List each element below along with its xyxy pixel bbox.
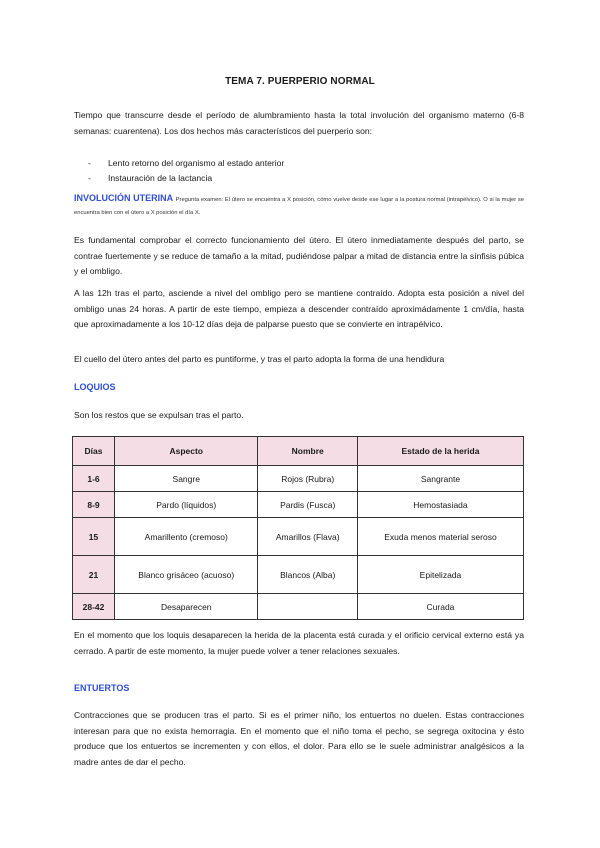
cell-dias: 28-42 [73,594,115,620]
entuertos-heading: ENTUERTOS [74,683,130,693]
bullet-dash: - [88,173,91,183]
loquios-after-paragraph: En el momento que los loquis desaparecen la herida de la placenta está curada y el orificio cervical externo está ya cerrado. A partir de este momento, la mujer puede volver a tener relaciones sexuales. [74,630,524,656]
cell-dias: 15 [73,518,115,556]
table-row [73,556,524,594]
cell-nombre: Amarillos (Flava) [258,518,357,556]
column-header-aspecto: Aspecto [115,437,258,466]
cell-estado: Hemostasiada [357,492,523,518]
page-title: TEMA 7. PUERPERIO NORMAL [225,76,375,87]
loquios-heading: LOQUIOS [74,382,116,392]
bullet-list [88,156,284,186]
involucion-heading: INVOLUCIÓN UTERINA [74,193,174,203]
cell-nombre [258,594,357,620]
loquios-table [72,436,524,620]
entuertos-paragraph: Contracciones que se producen tras el parto. Si es el primer niño, los entuertos no duelen. Estas contracciones interesan para que no exista hemorragia. En el momento que el niño toma el pecho, se segrega oxitocina y ésto produce que los entuertos se incrementen y con ellos, el dolor. Para ello se le suele administrar analgésicos a la madre antes de dar el pecho. [74,710,524,767]
table-row [73,518,524,556]
cell-aspecto: Amarillento (cremoso) [115,518,258,556]
table-row [73,594,524,620]
cell-aspecto: Sangre [115,466,258,492]
uterus-timeline-paragraph: A las 12h tras el parto, asciende a nivel del ombligo pero se mantiene contraído. Adopta esta posición a nivel del ombligo unas 24 horas. A partir de este tiempo, empieza a descender contraído aproximádamente 1 cm/día, hasta que aproximadamente a los 10-12 días deja de palparse puesto que se convierte en intrapélvico. [74,288,524,329]
cell-estado: Exuda menos material seroso [357,518,523,556]
cell-dias: 8-9 [73,492,115,518]
table-row [73,466,524,492]
cell-estado: Sangrante [357,466,523,492]
exam-note: Pregunta examen: El útero se encuentra a X posición, cómo vuelve desde ese lugar a la postura normal (intrapélvico). O si la mujer se encuentra bien con el útero a X posición el día X. [74,197,525,216]
list-item [88,156,284,171]
list-item-text: Instauración de la lactancia [108,173,213,183]
loquios-intro: Son los restos que se expulsan tras el parto. [74,410,244,420]
column-header-nombre: Nombre [258,437,357,466]
table-header-row [73,437,524,466]
cell-nombre: Pardis (Fusca) [258,492,357,518]
uterus-paragraph: Es fundamental comprobar el correcto funcionamiento del útero. El útero inmediatamente después del parto, se contrae fuertemente y se reduce de tamaño a la mitad, pudiéndose palpar a mitad de distancia entre la sínfisis púbica y el ombligo. [74,235,524,276]
involucion-block [74,193,524,219]
cell-aspecto: Desaparecen [115,594,258,620]
cell-nombre: Rojos (Rubra) [258,466,357,492]
column-header-dias: Días [73,437,115,466]
bullet-dash: - [88,158,91,168]
cervix-paragraph: El cuello del útero antes del parto es puntiforme, y tras el parto adopta la forma de una hendidura [74,354,445,364]
cell-estado: Epitelizada [357,556,523,594]
cell-nombre: Blancos (Alba) [258,556,357,594]
cell-dias: 21 [73,556,115,594]
intro-paragraph: Tiempo que transcurre desde el período de alumbramiento hasta la total involución del organismo materno (6-8 semanas: cuarentena). Los dos hechos más característicos del puerperio son: [74,110,524,136]
list-item-text: Lento retorno del organismo al estado anterior [108,158,285,168]
cell-aspecto: Blanco grisáceo (acuoso) [115,556,258,594]
cell-aspecto: Pardo (líquidos) [115,492,258,518]
cell-dias: 1-6 [73,466,115,492]
list-item [88,171,284,186]
table-row [73,492,524,518]
column-header-estado: Estado de la herida [357,437,523,466]
cell-estado: Curada [357,594,523,620]
